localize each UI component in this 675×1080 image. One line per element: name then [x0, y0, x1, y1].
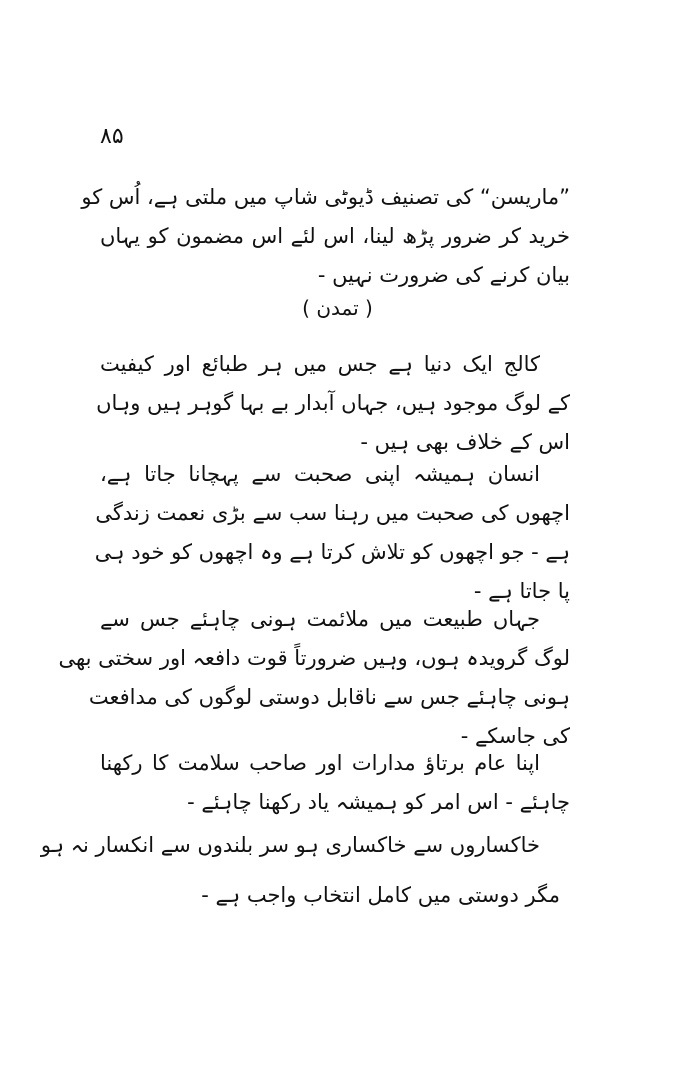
paragraph-line: جہاں طبیعت میں ملائمت ہونی چاہئے جس سے [100, 607, 540, 631]
paragraph-nature [58, 600, 570, 756]
paragraph-line: ہونی چاہئے جس سے ناقابل دوستی لوگوں کی مدافعت [88, 685, 570, 709]
paragraph-line: اچھوں کی صحبت میں رہنا سب سے بڑی نعمت زندگی [95, 501, 570, 525]
paragraph-college [96, 345, 570, 462]
paragraph-intro [81, 178, 570, 295]
paragraph-line: ”ماریسن“ کی تصنیف ڈیوٹی شاپ میں ملتی ہے، اُس کو [81, 185, 570, 209]
paragraph-line: کے لوگ موجود ہیں، جہاں آبدار بے بہا گوہر ہیں وہاں [96, 391, 570, 415]
paragraph-line: پا جاتا ہے - [473, 579, 570, 603]
paragraph-line: بیان کرنے کی ضرورت نہیں - [317, 263, 570, 287]
paragraph-line: انسان ہمیشہ اپنی صحبت سے پہچانا جاتا ہے، [100, 462, 540, 486]
verse-line-friendship [100, 876, 570, 915]
paragraph-line: لوگ گرویدہ ہوں، وہیں ضرورتاً قوت دافعہ اور سختی بھی [58, 646, 570, 670]
verse-line-humility [40, 826, 570, 865]
paragraph-line: اس کے خلاف بھی ہیں - [360, 430, 570, 454]
paragraph-line: چاہئے - اس امر کو ہمیشہ یاد رکھنا چاہئے - [187, 790, 570, 814]
paragraph-line: خاکساروں سے خاکساری ہو سر بلندوں سے انکسار نہ ہو [40, 833, 540, 857]
paragraph-line: کی جاسکے - [460, 724, 570, 748]
paragraph-line: خرید کر ضرور پڑھ لینا، اس لئے اس مضمون کو یہاں [100, 224, 570, 248]
paragraph-company [94, 455, 570, 611]
page-number: ۸۵ [100, 124, 124, 149]
paragraph-line: مگر دوستی میں کامل انتخاب واجب ہے - [201, 883, 560, 907]
paragraph-line: کالج ایک دنیا ہے جس میں ہر طبائع اور کیفیت [100, 352, 540, 376]
paragraph-line: ہے - جو اچھوں کو تلاش کرتا ہے وہ اچھوں کو خود ہی [94, 540, 570, 564]
paragraph-conduct [100, 744, 570, 822]
section-heading: ( تمدن ) [302, 296, 373, 320]
paragraph-line: اپنا عام برتاؤ مدارات اور صاحب سلامت کا رکھنا [100, 751, 540, 775]
